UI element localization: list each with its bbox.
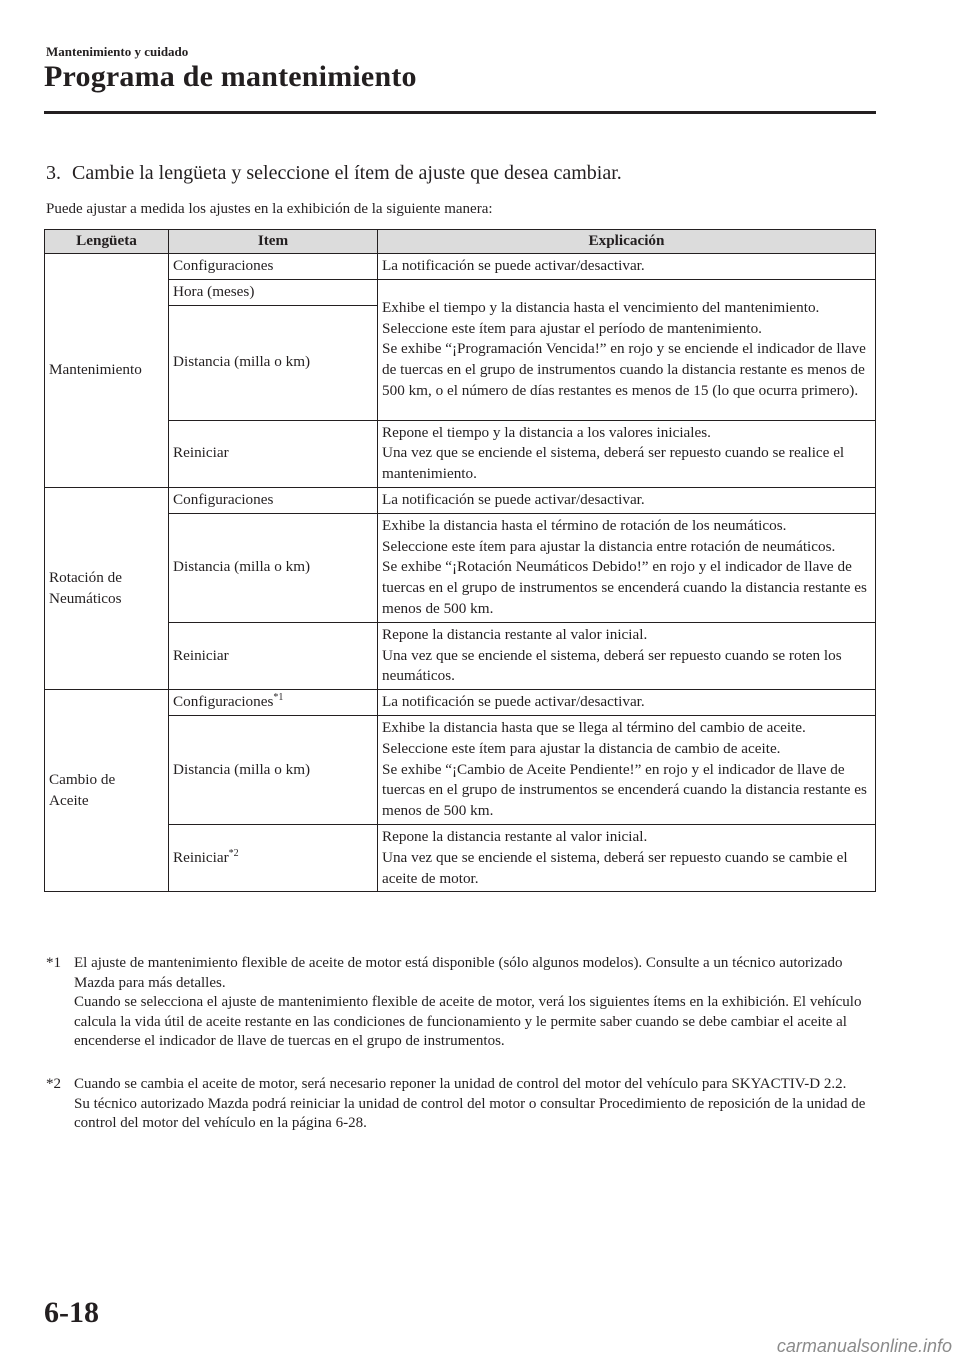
table-row: [45, 690, 876, 716]
item-cell: Hora (meses): [169, 279, 378, 305]
footnote-paragraph: Cuando se selecciona el ajuste de mantenimiento flexible de aceite de motor, verá los siguientes ítems en la exhibición. El vehículo calcula la vida útil de aceite restante en las condiciones de funcionamiento y le permite saber cuando se debe cambiar el aceite al encenderse el indicador de llave de tuercas en el grupo de instrumentos.: [74, 994, 862, 1050]
explanation-cell: Repone la distancia restante al valor inicial. Una vez que se enciende el sistema, deberá ser repuesto cuando se cambie el aceite de motor.: [378, 824, 876, 891]
footnote-ref: *2: [228, 847, 239, 859]
footnote-mark: *1: [46, 955, 61, 971]
tab-cell-tire-rotation: [45, 487, 169, 689]
table-row: [45, 513, 876, 622]
table-row: [45, 487, 876, 513]
item-cell: Configuraciones: [169, 254, 378, 280]
explanation-cell: Repone el tiempo y la distancia a los valores iniciales. Una vez que se enciende el sistema, deberá ser repuesto cuando se realice el mantenimiento.: [378, 420, 876, 487]
tab-cell-oil-change: [45, 690, 169, 892]
item-cell: Reiniciar: [169, 622, 378, 689]
item-cell: Reiniciar$^{*2}$: [169, 824, 378, 891]
item-cell: Distancia (milla o km): [169, 305, 378, 420]
explanation-cell: Repone la distancia restante al valor inicial. Una vez que se enciende el sistema, deberá ser repuesto cuando se roten los neumáticos.: [378, 622, 876, 689]
tab-label: Cambio de: [49, 770, 116, 788]
footnote-paragraph: El ajuste de mantenimiento flexible de aceite de motor está disponible (sólo algunos modelos). Consulte a un técnico autorizado Mazda para más detalles.: [74, 955, 843, 991]
page-number: 6-18: [44, 1296, 99, 1329]
tab-label-2: Aceite: [49, 791, 89, 809]
page-title: Programa de mantenimiento: [44, 60, 417, 93]
item-cell: Distancia (milla o km): [169, 715, 378, 824]
explanation-cell: La notificación se puede activar/desactivar.: [378, 690, 876, 716]
header-item: Item: [169, 230, 378, 254]
header-explanation: Explicación: [378, 230, 876, 254]
explanation-cell: Exhibe la distancia hasta que se llega al término del cambio de aceite. Seleccione este ítem para ajustar la distancia de cambio de aceite. Se exhibe “¡Cambio de Aceite Pendiente!” en rojo y el indicador de llave de tuercas en el grupo de instrumentos se encenderá cuando la distancia restante es menos de 500 km.: [378, 715, 876, 824]
table-row: [45, 622, 876, 689]
step-text: Cambie la lengüeta y seleccione el ítem de ajuste que desea cambiar.: [72, 162, 622, 184]
footnote-ref: *1: [273, 692, 284, 704]
table-row: [45, 715, 876, 824]
section-label: Mantenimiento y cuidado: [46, 44, 189, 59]
explanation-cell: La notificación se puede activar/desactivar.: [378, 254, 876, 280]
item-cell: Distancia (milla o km): [169, 513, 378, 622]
step-number: 3.: [46, 162, 61, 184]
step-instruction: [46, 162, 622, 185]
footnote-paragraph: Cuando se cambia el aceite de motor, será necesario reponer la unidad de control del motor del vehículo para SKYACTIV-D 2.2.: [74, 1076, 847, 1092]
explanation-cell: Exhibe la distancia hasta el término de rotación de los neumáticos. Seleccione este ítem para ajustar la distancia entre rotación de neumáticos. Se exhibe “¡Rotación Neumáticos Debido!” en rojo y el indicador de llave de tuercas en el grupo de instrumentos se encenderá cuando la distancia restante es menos de 500 km.: [378, 513, 876, 622]
item-cell: Reiniciar: [169, 420, 378, 487]
intro-text: Puede ajustar a medida los ajustes en la exhibición de la siguiente manera:: [46, 201, 493, 217]
table-row: [45, 824, 876, 891]
footnote-mark: *2: [46, 1076, 61, 1092]
explanation-cell: Exhibe el tiempo y la distancia hasta el vencimiento del mantenimiento. Seleccione este ítem para ajustar el período de mantenimiento. Se exhibe “¡Programación Vencida!” en rojo y se enciende el indicador de llave de tuercas en el grupo de instrumentos cuando la distancia restante es menos de 500 km, o el número de días restantes es menos de 15 (lo que ocurra primero).: [378, 279, 876, 420]
watermark: carmanualsonline.info: [776, 1336, 952, 1356]
table-row: [45, 420, 876, 487]
footnote-paragraph: Su técnico autorizado Mazda podrá reiniciar la unidad de control del motor o consultar Procedimiento de reposición de la unidad de control del motor del vehículo en la página 6-28.: [74, 1095, 866, 1132]
settings-table: [44, 229, 876, 892]
explanation-cell: La notificación se puede activar/desactivar.: [378, 487, 876, 513]
table-row: [45, 279, 876, 305]
tab-cell-maintenance: [45, 254, 169, 488]
item-cell: Configuraciones: [169, 487, 378, 513]
table-header-row: [45, 230, 876, 254]
footnote-2: [46, 1075, 876, 1134]
title-rule: [44, 111, 876, 114]
tab-label: Rotación de: [49, 568, 122, 586]
header-tab: Lengüeta: [45, 230, 169, 254]
tab-label: Mantenimiento: [49, 361, 142, 379]
footnote-1: [46, 954, 876, 1052]
tab-label-2: Neumáticos: [49, 589, 122, 607]
table-row: [45, 254, 876, 280]
item-cell: Configuraciones$^{*1}$: [169, 690, 378, 716]
